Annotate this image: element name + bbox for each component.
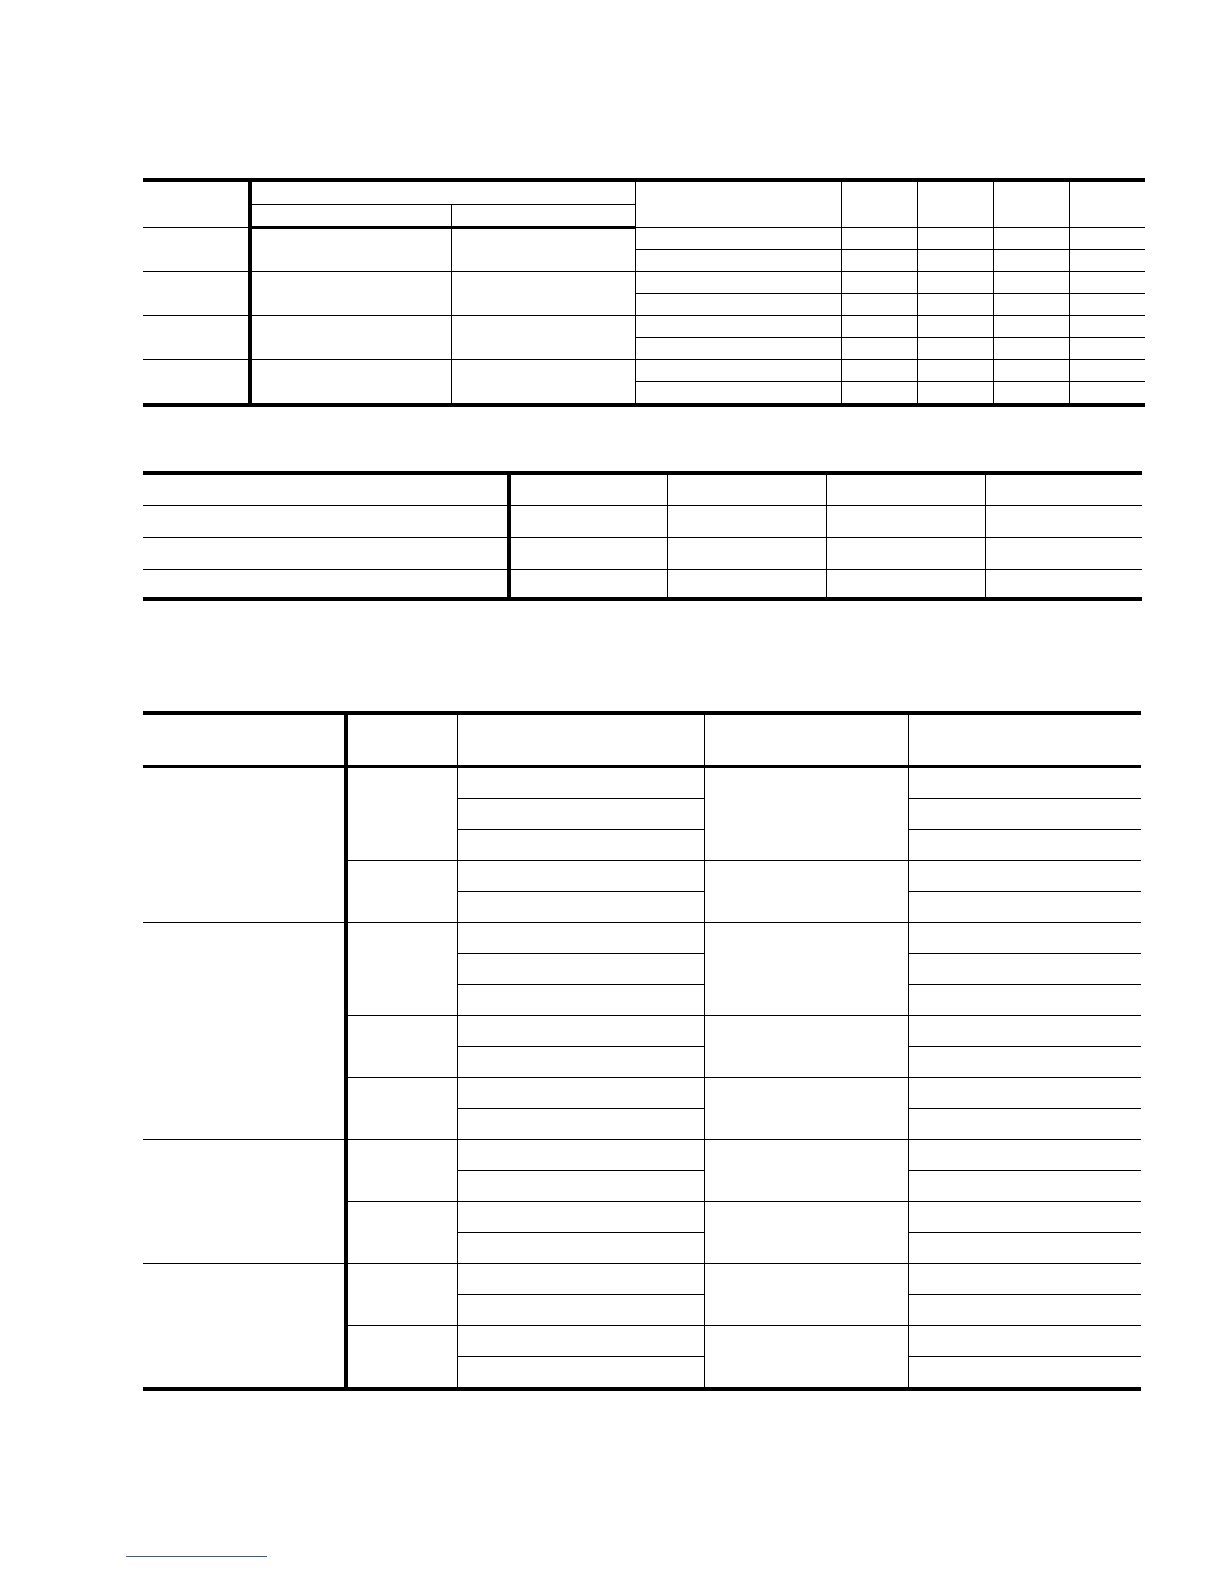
table-3-subgroup-label (346, 1202, 457, 1264)
table-1-cell (993, 316, 1069, 338)
table-2-header-cell (826, 473, 985, 506)
table-3-cell (457, 1233, 704, 1264)
table-1-cell (917, 338, 993, 360)
table-2-row-label (143, 570, 509, 600)
table-3-cell (908, 1016, 1141, 1047)
table-2-cell (667, 570, 826, 600)
table-3-cell (457, 1109, 704, 1140)
table-1-cell (993, 272, 1069, 294)
table-3-group-label (143, 1140, 346, 1264)
table-3-cell (908, 1047, 1141, 1078)
table-3-header-cell (908, 713, 1141, 767)
table-1-cell (917, 250, 993, 272)
table-3-cell (457, 1078, 704, 1109)
footnote-rule (126, 1556, 267, 1557)
table-3-cell (908, 767, 1141, 799)
table-3-cell (908, 954, 1141, 985)
table-2-row (143, 538, 1142, 570)
table-1-cell (993, 360, 1069, 382)
table-1-cell (841, 250, 917, 272)
table-1-header-col (993, 180, 1069, 228)
table-3-merged-cell (704, 1264, 908, 1326)
table-1-row-label (635, 294, 841, 316)
table-1-cell (841, 338, 917, 360)
table-1-row-label (635, 250, 841, 272)
table-3 (143, 711, 1141, 1391)
table-1-cell (993, 228, 1069, 250)
table-1-cell (841, 272, 917, 294)
table-1-group-a (250, 272, 451, 316)
table-3-cell (457, 954, 704, 985)
table-3-merged-cell (704, 1326, 908, 1390)
table-2-cell (667, 506, 826, 538)
table-3-subgroup-label (346, 923, 457, 1016)
table-3-subgroup-label (346, 1078, 457, 1140)
table-1-group-b (451, 360, 635, 406)
table-3-row (143, 923, 1141, 954)
table-1-header-corner (143, 180, 250, 228)
table-3-merged-cell (704, 1078, 908, 1140)
table-3-cell (908, 1264, 1141, 1295)
table-2-header-cell (509, 473, 667, 506)
table-3-cell (908, 861, 1141, 892)
table-3-cell (457, 1295, 704, 1326)
table-3-header-cell (704, 713, 908, 767)
table-1-row-label (635, 360, 841, 382)
table-1-cell (1069, 272, 1145, 294)
table-3-group-label (143, 923, 346, 1140)
table-1-cell (1069, 382, 1145, 406)
table-1-cell (1069, 338, 1145, 360)
table-1-cell (917, 316, 993, 338)
table-3-cell (457, 1047, 704, 1078)
table-2-header-cell (667, 473, 826, 506)
table-3-cell (908, 1078, 1141, 1109)
table-1-cell (917, 294, 993, 316)
table-3-row (143, 767, 1141, 799)
table-3-cell (457, 1202, 704, 1233)
table-3-cell (457, 1171, 704, 1202)
table-3-merged-cell (704, 1016, 908, 1078)
table-1-group-b (451, 228, 635, 272)
table-1-subheader-a (250, 205, 451, 228)
table-3-cell (908, 923, 1141, 954)
table-2-row-label (143, 538, 509, 570)
table-1-row (143, 316, 1145, 338)
table-1-group-label (143, 228, 250, 272)
table-1-cell (917, 360, 993, 382)
table-1-cell (993, 294, 1069, 316)
table-3-cell (457, 1264, 704, 1295)
table-1-cell (1069, 250, 1145, 272)
table-2-header-cell (143, 473, 509, 506)
table-1-group-a (250, 228, 451, 272)
table-1-cell (841, 228, 917, 250)
table-1-header-group (250, 180, 635, 205)
table-1 (143, 178, 1145, 407)
table-2-row-label (143, 506, 509, 538)
table-1-header-col (1069, 180, 1145, 228)
table-1-cell (993, 338, 1069, 360)
table-1-header-col-label (635, 180, 841, 228)
table-3-cell (457, 830, 704, 861)
table-1-header-col (841, 180, 917, 228)
table-3-cell (457, 1326, 704, 1357)
table-2-header-cell (985, 473, 1142, 506)
table-3-cell (908, 1109, 1141, 1140)
table-2-cell (826, 570, 985, 600)
table-3-group-label (143, 1264, 346, 1390)
table-1-cell (993, 250, 1069, 272)
table-2-row (143, 570, 1142, 600)
table-2-cell (509, 538, 667, 570)
table-3-cell (908, 830, 1141, 861)
table-3-cell (457, 1016, 704, 1047)
table-3-group-label (143, 767, 346, 923)
table-1-header-col (917, 180, 993, 228)
table-1-cell (841, 294, 917, 316)
table-1-group-b (451, 272, 635, 316)
table-3-cell (457, 1140, 704, 1171)
table-1-group-label (143, 316, 250, 360)
table-3-row (143, 1140, 1141, 1171)
table-2-header-row (143, 473, 1142, 506)
table-1-cell (1069, 360, 1145, 382)
table-1-cell (841, 360, 917, 382)
table-3-merged-cell (704, 923, 908, 1016)
table-3-header-cell (346, 713, 457, 767)
table-1-cell (917, 228, 993, 250)
table-1-group-b (451, 316, 635, 360)
table-1-row (143, 360, 1145, 382)
table-1-row-label (635, 382, 841, 406)
table-3-row (143, 1264, 1141, 1295)
table-3-subgroup-label (346, 1326, 457, 1390)
table-3-merged-cell (704, 1140, 908, 1202)
table-3-merged-cell (704, 861, 908, 923)
table-3-header-cell (457, 713, 704, 767)
table-3-cell (457, 985, 704, 1016)
table-1-row-label (635, 272, 841, 294)
table-3-cell (457, 892, 704, 923)
table-1-cell (917, 272, 993, 294)
table-3-cell (457, 923, 704, 954)
table-3-cell (908, 799, 1141, 830)
table-1-row-label (635, 228, 841, 250)
table-3-merged-cell (704, 1202, 908, 1264)
table-2-cell (985, 538, 1142, 570)
table-2-cell (509, 506, 667, 538)
table-2-cell (826, 506, 985, 538)
table-3-header-cell (143, 713, 346, 767)
table-1-cell (1069, 294, 1145, 316)
table-3-cell (457, 861, 704, 892)
table-1-cell (1069, 316, 1145, 338)
table-3-cell (908, 1233, 1141, 1264)
table-1-group-a (250, 316, 451, 360)
table-2-row (143, 506, 1142, 538)
table-3-header-row (143, 713, 1141, 767)
table-3-cell (908, 1357, 1141, 1390)
table-1-header-row (143, 180, 1145, 205)
table-1-cell (917, 382, 993, 406)
table-1-group-label (143, 360, 250, 406)
table-3-cell (457, 767, 704, 799)
table-3-cell (457, 799, 704, 830)
table-1-group-a (250, 360, 451, 406)
table-3-cell (908, 1202, 1141, 1233)
table-3-subgroup-label (346, 1016, 457, 1078)
table-3-subgroup-label (346, 1140, 457, 1202)
table-1-row (143, 228, 1145, 250)
table-2 (143, 471, 1142, 601)
table-3-cell (908, 892, 1141, 923)
table-3-merged-cell (704, 767, 908, 861)
table-1-cell (841, 382, 917, 406)
table-1-subheader-b (451, 205, 635, 228)
table-1-cell (1069, 228, 1145, 250)
table-1-row (143, 272, 1145, 294)
table-1-group-label (143, 272, 250, 316)
table-1-row-label (635, 316, 841, 338)
table-3-subgroup-label (346, 861, 457, 923)
table-3-cell (908, 1140, 1141, 1171)
table-3-cell (457, 1357, 704, 1390)
table-2-cell (667, 538, 826, 570)
table-2-cell (985, 506, 1142, 538)
table-2-cell (826, 538, 985, 570)
table-3-cell (908, 985, 1141, 1016)
table-1-cell (841, 316, 917, 338)
table-3-subgroup-label (346, 1264, 457, 1326)
table-3-subgroup-label (346, 767, 457, 861)
table-2-cell (509, 570, 667, 600)
table-2-cell (985, 570, 1142, 600)
table-3-cell (908, 1295, 1141, 1326)
table-1-row-label (635, 338, 841, 360)
table-3-cell (908, 1171, 1141, 1202)
table-3-cell (908, 1326, 1141, 1357)
table-1-cell (993, 382, 1069, 406)
